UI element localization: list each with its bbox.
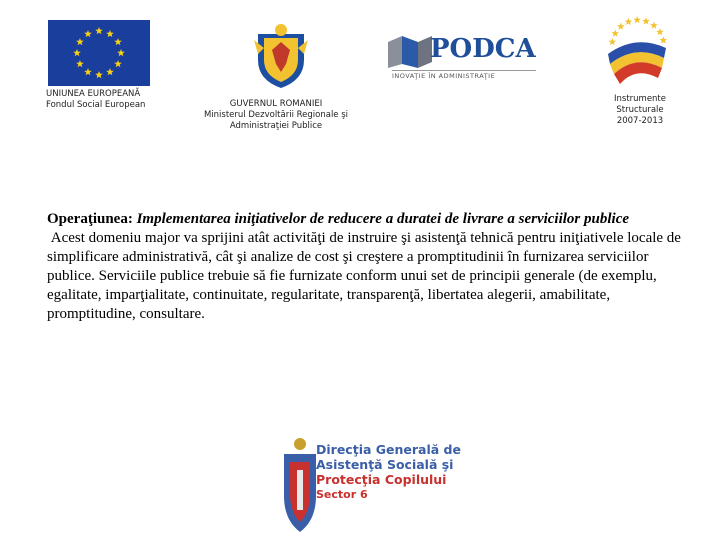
gov-caption-line2: Ministerul Dezvoltării Regionale şi [203,110,349,120]
podca-divider [392,70,536,71]
instruments-caption-line3: 2007-2013 [616,116,664,126]
eu-caption [46,89,145,111]
operation-label: Operaţiunea: [47,211,133,227]
instruments-star-icon [660,36,668,43]
dgaspc-line1: Direcţia Generală de [316,442,461,457]
gov-caption [186,99,366,132]
instruments-star-icon [633,16,641,23]
eu-caption-line1: UNIUNEA EUROPEANĂ [46,89,141,99]
instruments-stars-icon [600,14,672,86]
dgaspc-line4: Sector 6 [316,488,368,501]
gov-caption-line3: Administraţiei Publice [229,121,323,131]
instruments-star-icon [642,17,650,24]
document-body [47,210,687,324]
instruments-caption [604,94,676,127]
instruments-star-icon [656,28,664,35]
coat-of-arms-icon [250,20,312,90]
instruments-star-icon [617,23,625,30]
eu-flag-icon [48,20,150,86]
instruments-star-icon [650,21,658,28]
instruments-logo [600,14,672,91]
eu-caption-line2: Fondul Social European [46,100,146,110]
dgaspc-shield-icon [280,436,320,534]
podca-tagline: INOVAŢIE ÎN ADMINISTRAŢIE [392,72,496,80]
gov-coat-of-arms [250,20,312,95]
instruments-caption-line1: Instrumente [614,94,666,104]
dgaspc-line2: Asistenţă Socială şi [316,457,454,472]
podca-name: PODCA [430,34,536,64]
instruments-star-icon [611,29,619,36]
podca-mark-icon [388,34,434,68]
eu-logo [48,20,150,91]
operation-name: Implementarea iniţiativelor de reducere a duratei de livrare a serviciilor publice [136,211,630,227]
instruments-star-icon [609,38,617,45]
operation-title [47,210,687,229]
instruments-star-icon [625,18,633,25]
instruments-caption-line2: Structurale [616,105,664,115]
dgaspc-line3: Protecţia Copilului [316,472,447,487]
operation-description: Acest domeniu major va sprijini atât activităţi de instruire şi asistenţă tehnică pentru iniţiativele locale de simplificare administrativă, cât şi analize de cost şi creştere a promptitudinii în furnizarea serviciilor publice. Serviciile publice trebuie să fie furnizate conform unui set de principii generale (de exemplu, egalitate, imparţialitate, continuitate, regularitate, transparenţă, libertatea alegerii, amabilitate, promptitudine, consultare. [47,230,685,322]
gov-caption-line1: GUVERNUL ROMANIEI [229,99,323,109]
